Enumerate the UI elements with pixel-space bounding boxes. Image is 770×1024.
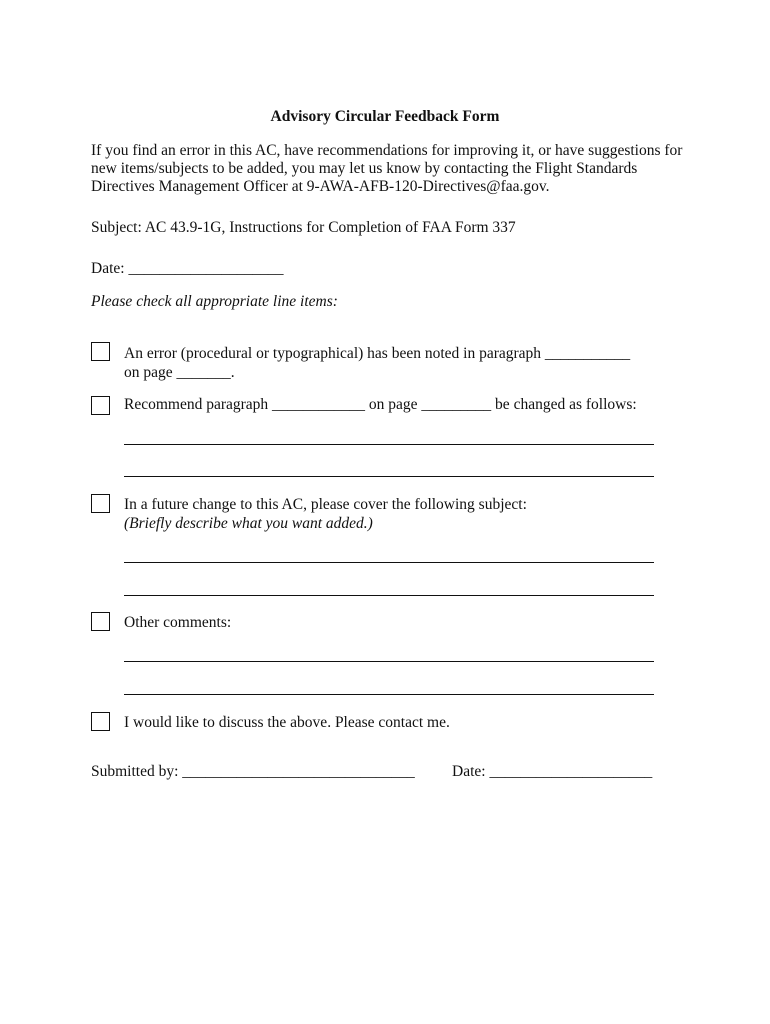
item-label: In a future change to this AC, please cover the following subject: [124, 496, 527, 513]
contact-me-checkbox[interactable] [91, 712, 110, 731]
item-label: Other comments: [124, 614, 232, 631]
other-comments-write-line[interactable] [124, 694, 654, 695]
subject-line: Subject: AC 43.9-1G, Instructions for Completion of FAA Form 337 [91, 219, 516, 236]
item-label: on page _______. [124, 363, 235, 381]
instructions-text: Please check all appropriate line items: [91, 293, 338, 310]
intro-line: new items/subjects to be added, you may let us know by contacting the Flight Standards [91, 160, 638, 177]
intro-paragraph [91, 142, 682, 196]
future-change-item [124, 496, 527, 533]
error-noted-checkbox[interactable] [91, 342, 110, 361]
recommend-change-write-line[interactable] [124, 476, 654, 477]
other-comments-write-line[interactable] [124, 661, 654, 662]
future-change-write-line[interactable] [124, 562, 654, 563]
item-label: Recommend paragraph ____________ on page _________ be changed as follows: [124, 396, 637, 413]
future-change-checkbox[interactable] [91, 494, 110, 513]
submitted-date-field[interactable]: Date: _____________________ [452, 763, 653, 780]
other-comments-item [124, 614, 231, 633]
item-hint: (Briefly describe what you want added.) [124, 514, 373, 532]
contact-me-item [124, 714, 450, 733]
submitted-by-field[interactable]: Submitted by: ______________________________ [91, 763, 415, 780]
error-noted-item [124, 345, 630, 382]
future-change-write-line[interactable] [124, 595, 654, 596]
date-field[interactable]: Date: ____________________ [91, 260, 284, 277]
form-title: Advisory Circular Feedback Form [270, 108, 500, 125]
item-label: An error (procedural or typographical) has been noted in paragraph ___________ [124, 345, 631, 362]
other-comments-checkbox[interactable] [91, 612, 110, 631]
intro-line: Directives Management Officer at 9-AWA-AFB-120-Directives@faa.gov. [91, 178, 550, 195]
item-label: I would like to discuss the above. Please contact me. [124, 714, 450, 731]
recommend-change-item [124, 396, 637, 415]
intro-line: If you find an error in this AC, have recommendations for improving it, or have suggestions for [91, 142, 683, 159]
recommend-change-checkbox[interactable] [91, 396, 110, 415]
recommend-change-write-line[interactable] [124, 444, 654, 445]
